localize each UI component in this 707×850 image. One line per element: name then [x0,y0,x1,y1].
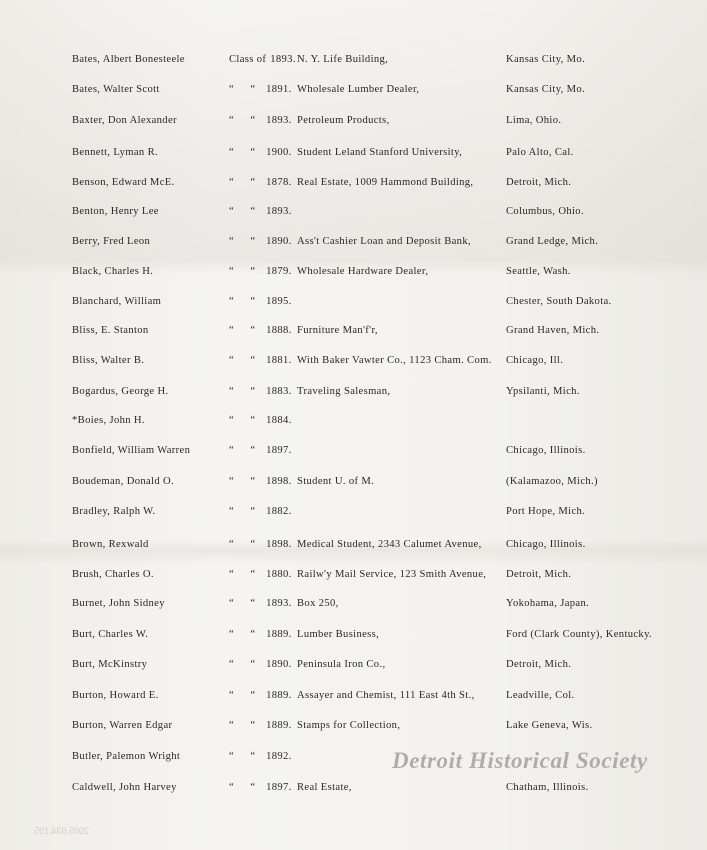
ditto-mark: “ “ [229,115,263,126]
occupation: Peninsula Iron Co., [297,659,386,670]
location: Kansas City, Mo. [506,54,586,65]
occupation: N. Y. Life Building, [297,54,389,65]
occupation: Student U. of M. [297,476,375,487]
list-item [0,778,707,798]
alumnus-name: Bliss, E. Stanton [72,325,149,336]
year: 1890. [266,236,292,247]
alumnus-name: *Boies, John H. [72,415,145,426]
occupation: Real Estate, [297,782,352,793]
location: Detroit, Mich. [506,659,572,670]
location: Chester, South Dakota. [506,296,612,307]
occupation: Railw'y Mail Service, 123 Smith Avenue, [297,569,487,580]
location: Chicago, Illinois. [506,445,586,456]
location: Detroit, Mich. [506,177,572,188]
class-year [229,411,291,431]
alumnus-name: Bradley, Ralph W. [72,506,156,517]
list-item [0,441,707,461]
ditto-mark: “ “ [229,236,263,247]
year: 1897. [266,782,292,793]
year: 1890. [266,659,292,670]
location: Lake Geneva, Wis. [506,720,593,731]
ditto-mark: “ “ [229,445,263,456]
ditto-mark: “ “ [229,296,263,307]
class-year [229,441,291,461]
ditto-mark: “ “ [229,751,263,762]
location: Chatham, Illinois. [506,782,589,793]
year: 1897. [266,445,292,456]
class-year [229,143,291,163]
list-item [0,472,707,492]
year: 1889. [266,690,292,701]
ditto-mark: “ “ [229,506,263,517]
ditto-mark: “ “ [229,386,263,397]
location: Ford (Clark County), Kentucky. [506,629,653,640]
year: 1892. [266,751,292,762]
class-year [229,747,291,767]
year: 1883. [266,386,292,397]
class-year [229,262,291,282]
year: 1898. [266,476,292,487]
list-item [0,351,707,371]
list-item [0,262,707,282]
location: Port Hope, Mich. [506,506,586,517]
occupation: Student Leland Stanford University, [297,147,463,158]
alumnus-name: Blanchard, William [72,296,162,307]
alumnus-name: Boudeman, Donald O. [72,476,174,487]
list-item [0,111,707,131]
ditto-mark: “ “ [229,629,263,640]
alumnus-name: Burt, McKinstry [72,659,148,670]
year: 1893. [266,115,292,126]
class-year [229,472,291,492]
class-year [229,351,291,371]
alumnus-name: Baxter, Don Alexander [72,115,177,126]
location: Seattle, Wash. [506,266,571,277]
class-year [229,382,291,402]
location: Columbus, Ohio. [506,206,584,217]
list-item [0,594,707,614]
location: Yokohama, Japan. [506,598,590,609]
ditto-mark: “ “ [229,720,263,731]
location: Palo Alto, Cal. [506,147,574,158]
year: 1879. [266,266,292,277]
alumnus-name: Caldwell, John Harvey [72,782,177,793]
class-year [229,594,291,614]
class-year [229,502,291,522]
alumnus-name: Bogardus, George H. [72,386,169,397]
ditto-mark: “ “ [229,177,263,188]
class-year [229,625,291,645]
year: 1895. [266,296,292,307]
ditto-mark: “ “ [229,476,263,487]
location: Grand Ledge, Mich. [506,236,599,247]
alumnus-name: Benton, Henry Lee [72,206,159,217]
list-item [0,686,707,706]
class-year [229,173,291,193]
list-item [0,411,707,431]
year: 1893. [266,206,292,217]
year: 1884. [266,415,292,426]
alumnus-name: Burton, Warren Edgar [72,720,173,731]
location: Lima, Ohio. [506,115,562,126]
list-item [0,232,707,252]
ditto-mark: “ “ [229,598,263,609]
occupation: Traveling Salesman, [297,386,391,397]
list-item [0,502,707,522]
ditto-mark: “ “ [229,325,263,336]
ditto-mark: “ “ [229,415,263,426]
occupation: Wholesale Hardware Dealer, [297,266,429,277]
year: 1878. [266,177,292,188]
list-item [0,173,707,193]
list-item [0,202,707,222]
year: 1889. [266,629,292,640]
list-item [0,321,707,341]
list-item [0,625,707,645]
class-year [229,686,291,706]
class-year [229,80,291,100]
location: Detroit, Mich. [506,569,572,580]
alumnus-name: Bennett, Lyman R. [72,147,158,158]
list-item [0,655,707,675]
year: 1888. [266,325,292,336]
year: 1893. [270,54,296,65]
watermark: Detroit Historical Society [392,748,648,773]
alumnus-name: Berry, Fred Leon [72,236,151,247]
ditto-mark: “ “ [229,147,263,158]
accession-number: 2005.034.195 [34,826,89,837]
ditto-mark: “ “ [229,266,263,277]
list-item [0,80,707,100]
location: Chicago, Ill. [506,355,564,366]
ditto-mark: “ “ [229,84,263,95]
year: 1891. [266,84,292,95]
class-year [229,50,296,70]
class-year [229,565,291,585]
year: 1893. [266,598,292,609]
list-item [0,50,707,70]
ditto-mark: “ “ [229,206,263,217]
occupation: Petroleum Products, [297,115,390,126]
occupation: Wholesale Lumber Dealer, [297,84,420,95]
class-year [229,778,291,798]
occupation: Lumber Business, [297,629,380,640]
class-year [229,535,291,555]
class-prefix: Class of [229,54,267,65]
ditto-mark: “ “ [229,569,263,580]
location: Kansas City, Mo. [506,84,586,95]
ditto-mark: “ “ [229,659,263,670]
class-year [229,292,291,312]
occupation: Box 250, [297,598,339,609]
year: 1881. [266,355,292,366]
alumnus-name: Brush, Charles O. [72,569,154,580]
alumnus-name: Black, Charles H. [72,266,154,277]
year: 1900. [266,147,292,158]
list-item [0,143,707,163]
alumnus-name: Brown, Rexwald [72,539,149,550]
year: 1882. [266,506,292,517]
ditto-mark: “ “ [229,539,263,550]
class-year [229,716,291,736]
alumnus-name: Burnet, John Sidney [72,598,165,609]
class-year [229,321,291,341]
alumnus-name: Burton, Howard E. [72,690,159,701]
occupation: Assayer and Chemist, 111 East 4th St., [297,690,475,701]
ditto-mark: “ “ [229,355,263,366]
occupation: Medical Student, 2343 Calumet Avenue, [297,539,482,550]
location: Grand Haven, Mich. [506,325,600,336]
list-item [0,382,707,402]
year: 1889. [266,720,292,731]
class-year [229,111,291,131]
list-item [0,535,707,555]
class-year [229,232,291,252]
occupation: Real Estate, 1009 Hammond Building, [297,177,474,188]
location: Ypsilanti, Mich. [506,386,580,397]
list-item [0,565,707,585]
alumnus-name: Bonfield, William Warren [72,445,191,456]
ditto-mark: “ “ [229,782,263,793]
occupation: Ass't Cashier Loan and Deposit Bank, [297,236,471,247]
alumnus-name: Bliss, Walter B. [72,355,145,366]
year: 1898. [266,539,292,550]
year: 1880. [266,569,292,580]
alumnus-name: Bates, Walter Scott [72,84,160,95]
location: (Kalamazoo, Mich.) [506,476,598,487]
occupation: Furniture Man'f'r, [297,325,378,336]
class-year [229,655,291,675]
alumnus-name: Bates, Albert Bonesteele [72,54,185,65]
occupation: Stamps for Collection, [297,720,401,731]
class-year [229,202,291,222]
list-item [0,716,707,736]
location: Chicago, Illinois. [506,539,586,550]
location: Leadville, Col. [506,690,575,701]
alumnus-name: Benson, Edward McE. [72,177,175,188]
list-item [0,292,707,312]
ditto-mark: “ “ [229,690,263,701]
alumnus-name: Butler, Palemon Wright [72,751,181,762]
occupation: With Baker Vawter Co., 1123 Cham. Com. [297,355,492,366]
alumnus-name: Burt, Charles W. [72,629,149,640]
